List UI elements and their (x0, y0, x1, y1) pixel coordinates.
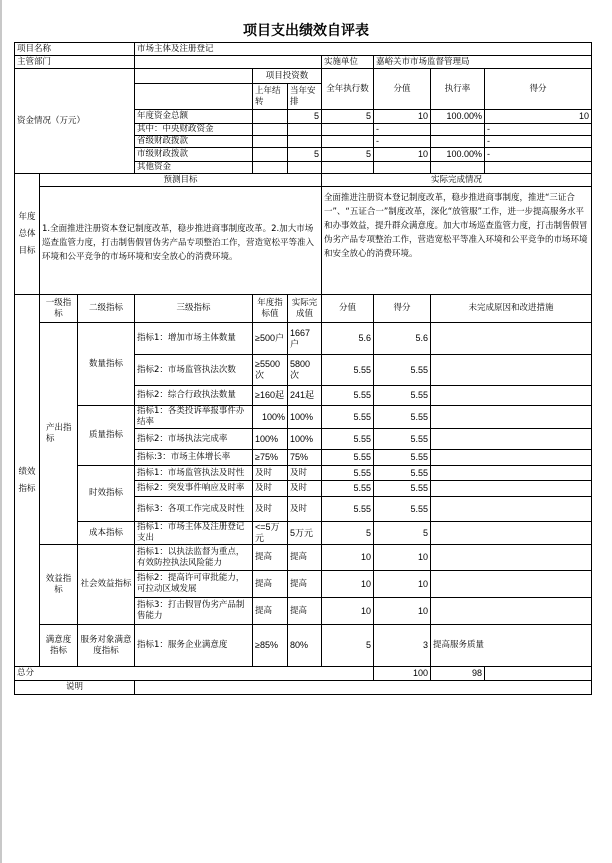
dept-row (15, 56, 592, 69)
indicator-score-value: 5.55 (322, 355, 374, 386)
indicator-target: 100% (253, 406, 288, 429)
indicator-target: ≥5500次 (253, 355, 288, 386)
indicator-name: 指标2：综合行政执法数量 (135, 386, 253, 406)
funds-executed (322, 162, 374, 174)
indicator-actual: 及时 (288, 481, 322, 497)
indicator-actual: 75% (288, 450, 322, 466)
indicator-score: 5.55 (374, 497, 431, 522)
funds-exec-rate: 100.00% (431, 110, 485, 124)
total-label: 总分 (15, 667, 374, 681)
note-row (15, 681, 592, 695)
indicator-target: ≥85% (253, 625, 288, 667)
indicator-actual: 提高 (288, 571, 322, 598)
funds-row-label: 年度资金总额 (135, 110, 253, 124)
funds-score-value: 10 (374, 148, 431, 162)
funds-score: - (485, 148, 592, 162)
indicator-target: ≥500户 (253, 323, 288, 355)
indicators-col-score: 得分 (374, 295, 431, 323)
indicator-target: ≥75% (253, 450, 288, 466)
funds-this-year (288, 136, 322, 148)
indicator-reason (431, 386, 592, 406)
level1-output: 产出指标 (40, 323, 78, 545)
indicator-score-value: 5.55 (322, 466, 374, 481)
funds-this-year: 5 (288, 148, 322, 162)
indicator-name: 指标1：服务企业满意度 (135, 625, 253, 667)
indicator-actual: 及时 (288, 497, 322, 522)
indicators-col-level1: 一级指标 (40, 295, 78, 323)
funds-last-year (253, 110, 288, 124)
note-value (135, 681, 592, 695)
indicators-col-level2: 二级指标 (78, 295, 135, 323)
indicator-score: 5 (374, 522, 431, 545)
funds-score: 10 (485, 110, 592, 124)
indicator-name: 指标1：以执法监督为重点，有效防控执法风险能力 (135, 545, 253, 571)
funds-row-label: 省级财政拨款 (135, 136, 253, 148)
indicator-name: 指标:3：市场主体增长率 (135, 450, 253, 466)
funds-executed: 5 (322, 110, 374, 124)
funds-last-year (253, 124, 288, 136)
indicator-actual: 80% (288, 625, 322, 667)
total-score-value: 100 (374, 667, 431, 681)
indicator-actual: 5800次 (288, 355, 322, 386)
level2-service-satisfaction: 服务对象满意度指标 (78, 625, 135, 667)
indicator-score: 5.55 (374, 429, 431, 450)
indicators-header-row (15, 295, 592, 323)
indicator-row (15, 522, 592, 545)
indicator-name: 指标2：提高许可审批能力，可拉动区域发展 (135, 571, 253, 598)
funds-section-label: 资金情况（万元） (15, 69, 135, 174)
funds-score (485, 162, 592, 174)
indicator-name: 指标3：各项工作完成及时性 (135, 497, 253, 522)
indicator-reason (431, 497, 592, 522)
indicator-score-value: 5.55 (322, 386, 374, 406)
indicator-target: 提高 (253, 598, 288, 625)
level2-social-benefit: 社会效益指标 (78, 545, 135, 625)
indicator-name: 指标1：各类投诉举报事件办结率 (135, 406, 253, 429)
funds-score-value: - (374, 136, 431, 148)
funds-executed: 5 (322, 148, 374, 162)
indicator-score-value: 10 (322, 571, 374, 598)
indicator-score: 5.55 (374, 355, 431, 386)
indicator-target: 提高 (253, 545, 288, 571)
goals-expected-text: 1.全面推进注册资本登记制度改革，稳步推进商事制度改革。2.加大市场巡查监管力度，打击制售假冒伪劣产品专项整治工作，营造宽松平等准入环境和公平竞争的市场环境和安全放心的消费环境。 (40, 187, 322, 295)
indicator-reason (431, 598, 592, 625)
indicators-col-target: 年度指标值 (253, 295, 288, 323)
funds-this-year (288, 124, 322, 136)
indicator-score-value: 5.55 (322, 406, 374, 429)
indicator-name: 指标1：市场主体及注册登记支出 (135, 522, 253, 545)
indicator-score-value: 5.6 (322, 323, 374, 355)
note-label: 说明 (15, 681, 135, 695)
indicator-score-value: 5.55 (322, 481, 374, 497)
funds-executed (322, 136, 374, 148)
funds-row-label: 其中：中央财政资金 (135, 124, 253, 136)
dept-label: 主管部门 (15, 56, 135, 69)
funds-header-row-1 (15, 69, 592, 84)
indicator-reason (431, 466, 592, 481)
funds-score-value: - (374, 124, 431, 136)
funds-col-score: 得分 (485, 69, 592, 110)
indicator-score: 5.55 (374, 386, 431, 406)
indicator-reason (431, 450, 592, 466)
indicator-reason: 提高服务质量 (431, 625, 592, 667)
indicator-score: 10 (374, 545, 431, 571)
indicator-score-value: 5.55 (322, 450, 374, 466)
indicator-actual: 241起 (288, 386, 322, 406)
indicator-score: 10 (374, 598, 431, 625)
indicators-col-level3: 三级指标 (135, 295, 253, 323)
indicator-score-value: 10 (322, 545, 374, 571)
indicator-target: 及时 (253, 497, 288, 522)
funds-col-executed: 全年执行数 (322, 69, 374, 110)
page-title: 项目支出绩效自评表 (243, 23, 369, 39)
project-name-value: 市场主体及注册登记 (135, 43, 592, 56)
indicator-score-value: 5 (322, 522, 374, 545)
funds-last-year (253, 136, 288, 148)
level1-satisfaction: 满意度指标 (40, 625, 78, 667)
indicator-reason (431, 406, 592, 429)
level2-quality: 质量指标 (78, 406, 135, 466)
indicator-row (15, 545, 592, 571)
indicator-name: 指标3：打击假冒伪劣产品制售能力 (135, 598, 253, 625)
indicator-score-value: 5.55 (322, 429, 374, 450)
funds-row-label: 市级财政拨款 (135, 148, 253, 162)
indicator-reason (431, 355, 592, 386)
goals-header-row (15, 174, 592, 187)
indicator-row (15, 466, 592, 481)
indicator-actual: 100% (288, 429, 322, 450)
funds-row-label: 其他资金 (135, 162, 253, 174)
impl-unit-label: 实施单位 (322, 56, 374, 69)
funds-col-this-year: 当年安排 (288, 84, 322, 110)
evaluation-table (14, 42, 592, 695)
indicator-score: 10 (374, 571, 431, 598)
indicator-target: 提高 (253, 571, 288, 598)
funds-executed (322, 124, 374, 136)
indicator-name: 指标1：市场监管执法及时性 (135, 466, 253, 481)
indicator-reason (431, 545, 592, 571)
indicator-reason (431, 323, 592, 355)
goals-content-row (15, 187, 592, 295)
indicator-row (15, 625, 592, 667)
total-score: 98 (431, 667, 485, 681)
indicator-target: 100% (253, 429, 288, 450)
indicators-section-label: 绩效指标 (15, 295, 40, 667)
dept-value (135, 56, 322, 69)
funds-last-year (253, 148, 288, 162)
impl-unit-value: 嘉峪关市市场监督管理局 (374, 56, 592, 69)
indicator-name: 指标2：市场监管执法次数 (135, 355, 253, 386)
funds-header-blank-2 (135, 84, 253, 110)
indicator-reason (431, 571, 592, 598)
funds-col-score-value: 分值 (374, 69, 431, 110)
funds-exec-rate (431, 136, 485, 148)
project-name-label: 项目名称 (15, 43, 135, 56)
indicator-score: 3 (374, 625, 431, 667)
indicator-target: ≥160起 (253, 386, 288, 406)
level2-cost: 成本指标 (78, 522, 135, 545)
indicator-target: 及时 (253, 481, 288, 497)
indicator-score-value: 5.55 (322, 497, 374, 522)
indicator-score-value: 5 (322, 625, 374, 667)
level2-timeliness: 时效指标 (78, 466, 135, 522)
funds-col-exec-rate: 执行率 (431, 69, 485, 110)
indicator-score: 5.55 (374, 450, 431, 466)
indicator-score: 5.55 (374, 406, 431, 429)
indicator-actual: 1667户 (288, 323, 322, 355)
funds-exec-rate (431, 162, 485, 174)
funds-col-last-year: 上年结转 (253, 84, 288, 110)
funds-col-investment: 项目投资数 (253, 69, 322, 84)
indicator-actual: 提高 (288, 545, 322, 571)
funds-exec-rate: 100.00% (431, 148, 485, 162)
funds-score-value (374, 162, 431, 174)
indicator-score-value: 10 (322, 598, 374, 625)
total-row (15, 667, 592, 681)
indicator-reason (431, 429, 592, 450)
funds-score: - (485, 136, 592, 148)
indicator-target: 及时 (253, 466, 288, 481)
indicator-actual: 100% (288, 406, 322, 429)
funds-this-year (288, 162, 322, 174)
window-edge (0, 0, 2, 863)
indicator-score: 5.6 (374, 323, 431, 355)
indicator-name: 指标2：突发事件响应及时率 (135, 481, 253, 497)
funds-score-value: 10 (374, 110, 431, 124)
total-blank (485, 667, 592, 681)
goals-section-label: 年度总体目标 (15, 174, 40, 295)
indicator-score: 5.55 (374, 466, 431, 481)
indicator-name: 指标1：增加市场主体数量 (135, 323, 253, 355)
indicator-name: 指标2：市场执法完成率 (135, 429, 253, 450)
level1-benefit: 效益指标 (40, 545, 78, 625)
goals-actual-header: 实际完成情况 (322, 174, 592, 187)
indicator-actual: 及时 (288, 466, 322, 481)
indicator-actual: 5万元 (288, 522, 322, 545)
funds-last-year (253, 162, 288, 174)
funds-score: - (485, 124, 592, 136)
indicator-row (15, 323, 592, 355)
indicator-actual: 提高 (288, 598, 322, 625)
indicator-score: 5.55 (374, 481, 431, 497)
indicator-target: <=5万元 (253, 522, 288, 545)
indicators-col-reason: 未完成原因和改进措施 (431, 295, 592, 323)
goals-actual-text: 全面推进注册资本登记制度改革，稳步推进商事制度，推进“三证合一”、“五证合一”制度改革，深化“放管服”工作，进一步提高服务水平和办事效益，提升群众满意度。加大市场巡查监管力度，打击制售假冒伪劣产品专项整治工作，营造宽松平等准入环境和公平竞争的市场环境和安全放心的消费环境。 (322, 187, 592, 295)
indicator-reason (431, 481, 592, 497)
indicators-col-score-value: 分值 (322, 295, 374, 323)
funds-exec-rate (431, 124, 485, 136)
level2-quantity: 数量指标 (78, 323, 135, 406)
indicator-reason (431, 522, 592, 545)
indicator-row (15, 406, 592, 429)
goals-expected-header: 预测目标 (40, 174, 322, 187)
indicators-col-actual: 实际完成值 (288, 295, 322, 323)
project-name-row (15, 43, 592, 56)
funds-header-blank-1 (135, 69, 253, 84)
funds-this-year: 5 (288, 110, 322, 124)
